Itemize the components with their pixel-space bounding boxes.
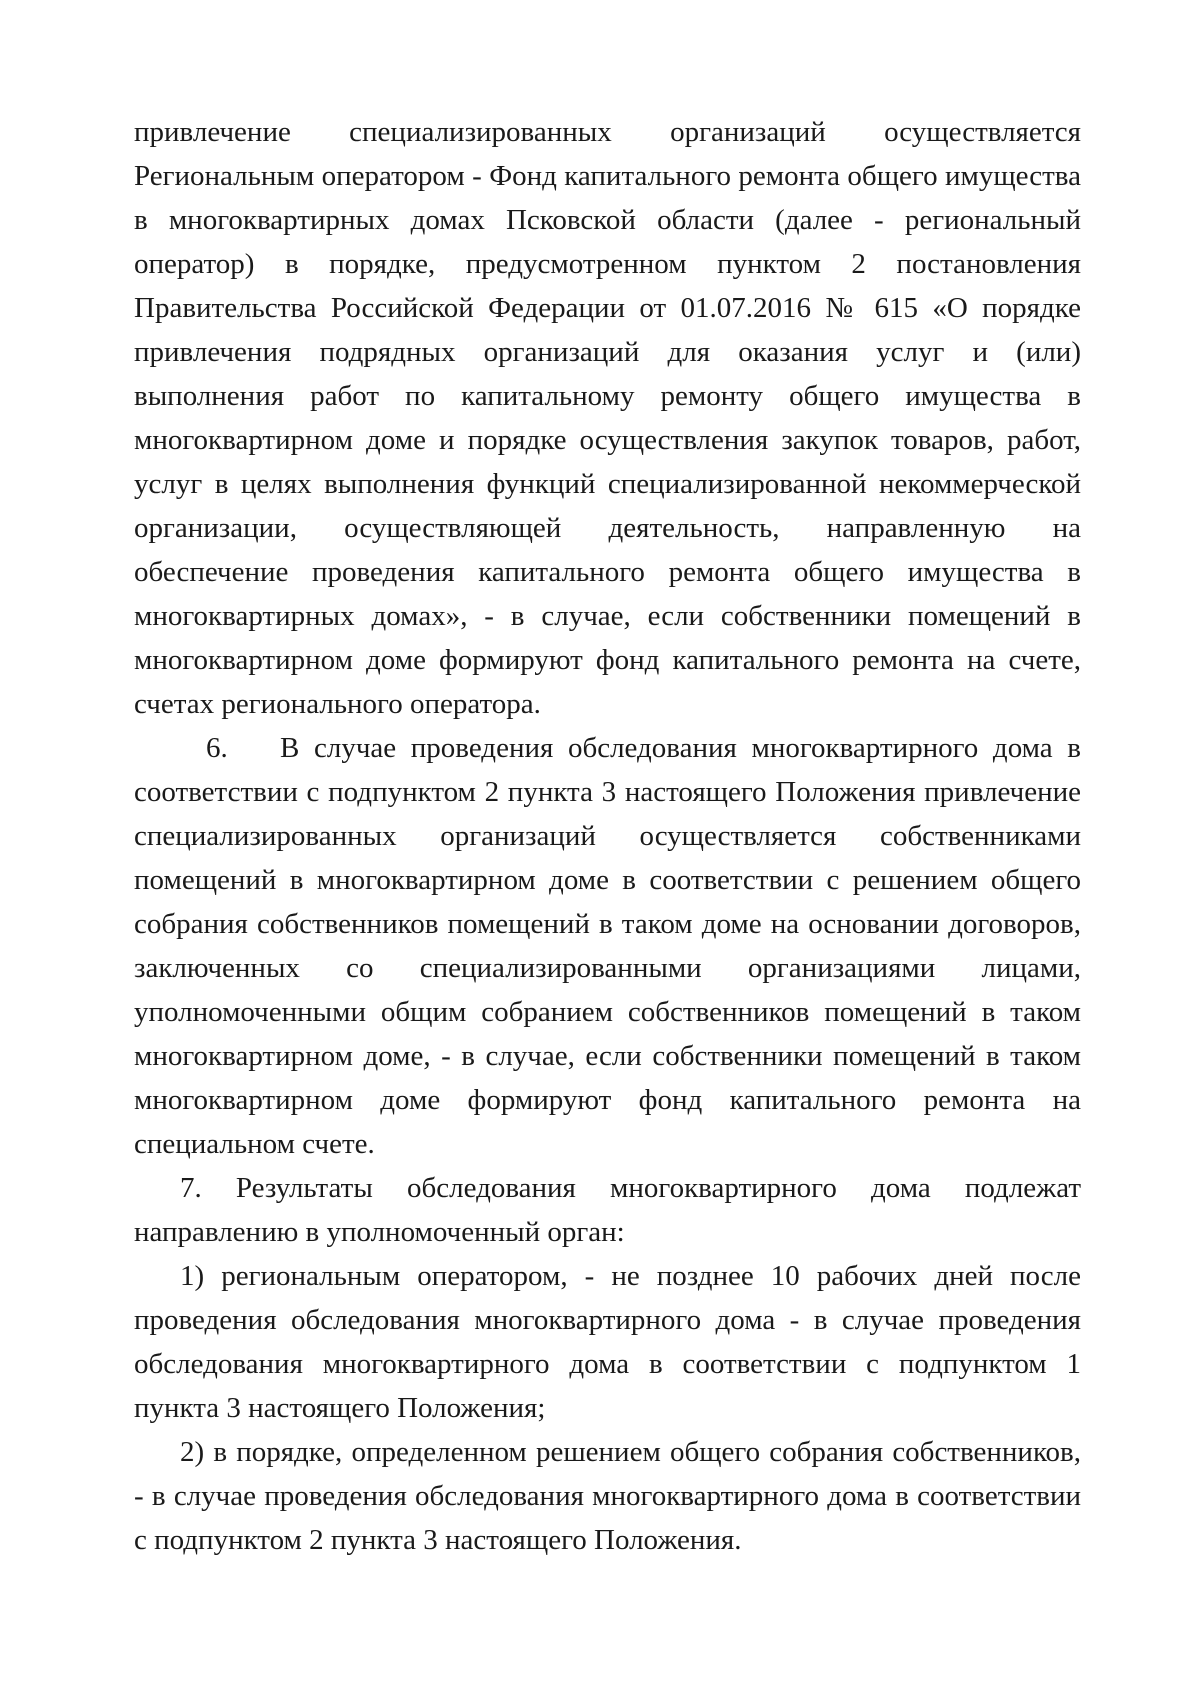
paragraph-item-6 [134,726,1081,1166]
paragraph-continuation: привлечение специализированных организаций осуществляется Региональным оператором - Фонд капитального ремонта общего имущества в многоквартирных домах Псковской области (далее - региональный оператор) в порядке, предусмотренном пунктом 2 постановления Правительства Российской Федерации от 01.07.2016 № 615 «О порядке привлечения подрядных организаций для оказания услуг и (или) выполнения работ по капитальному ремонту общего имущества в многоквартирном доме и порядке осуществления закупок товаров, работ, услуг в целях выполнения функций специализированной некоммерческой организации, осуществляющей деятельность, направленную на обеспечение проведения капитального ремонта общего имущества в многоквартирных домах», - в случае, если собственники помещений в многоквартирном доме формируют фонд капитального ремонта на счете, счетах регионального оператора. [134,116,1081,720]
paragraph-item-7: 7. Результаты обследования многоквартирного дома подлежат направлению в уполномоченный орган: [134,1172,1081,1248]
document-body [134,110,1081,1562]
item-6-number: 6. [206,732,228,764]
paragraph-subitem-1: 1) региональным оператором, - не позднее 10 рабочих дней после проведения обследования многоквартирного дома - в случае проведения обследования многоквартирного дома в соответствии с подпунктом 1 пункта 3 настоящего Положения; [134,1260,1081,1424]
paragraph-subitem-2: 2) в порядке, определенном решением общего собрания собственников, - в случае проведения обследования многоквартирного дома в соответствии с подпунктом 2 пункта 3 настоящего Положения. [134,1436,1081,1556]
item-6-text: В случае проведения обследования многоквартирного дома в соответствии с подпунктом 2 пункта 3 настоящего Положения привлечение специализированных организаций осуществляется собственниками помещений в многоквартирном доме в соответствии с решением общего собрания собственников помещений в таком доме на основании договоров, заключенных со специализированными организациями лицами, уполномоченными общим собранием собственников помещений в таком многоквартирном доме, - в случае, если собственники помещений в таком многоквартирном доме формируют фонд капитального ремонта на специальном счете. [134,732,1081,1160]
